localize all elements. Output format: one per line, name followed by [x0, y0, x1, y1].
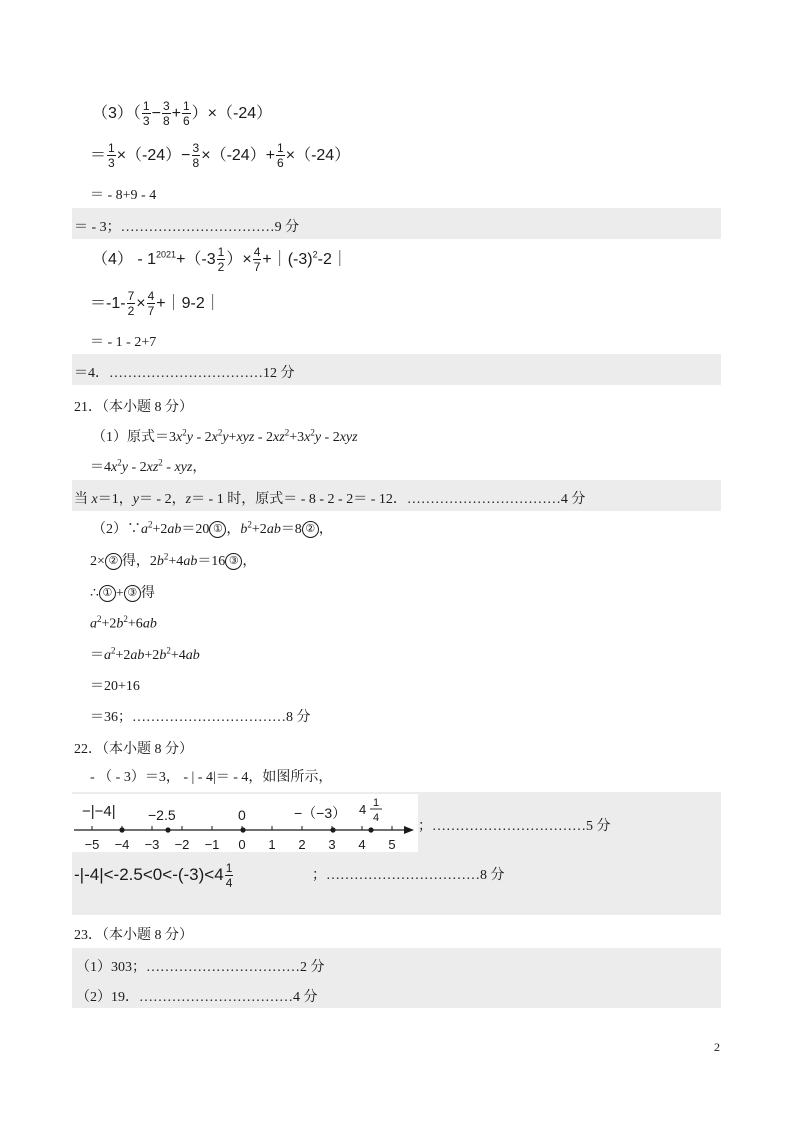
q21-part1-line1: （1）原式$=3x^2y - 2x^2y+xyz - 2xz^2+3x^2y - 2xyz$: [92, 427, 358, 445]
q21-part2-line4: $a^2+2b^2+6ab$: [90, 614, 157, 632]
number-line-tick-label: 2: [298, 837, 306, 852]
label-pos4-denominator: 4: [373, 812, 380, 824]
label-pos4-numerator: 1: [373, 797, 380, 809]
number-line-tick-label: 4: [358, 837, 366, 852]
number-line-tick-label: −3: [144, 837, 160, 852]
question-22-heading: 22．（本小题 8 分）: [74, 742, 193, 757]
page-number: 2: [714, 1040, 720, 1054]
line-3-expression: （3）（ $\frac{1}{3}$ − $\frac{3}{8}$ + $\frac{1}{6}$ ）×（-24）: [92, 99, 273, 129]
q23-part2: （2）19．……………………………4 分: [76, 990, 318, 1005]
line-4-step1: ＝-1- $\frac{7}{2}$ × $\frac{4}{7}$ +｜9-2｜: [90, 289, 221, 319]
point-zero: [240, 827, 245, 832]
question-23-heading: 23．（本小题 8 分）: [74, 928, 193, 943]
point-pos3: [330, 827, 335, 832]
label-neg2-5: −2.5: [148, 807, 176, 823]
line-4-expression: $(4) - 1^{2021}+(-3$ $\frac{1}{2}$ ）× $\frac{4}{7}$ $+|(-3)^2-2|$: [92, 245, 348, 275]
number-line-figure: [72, 794, 418, 852]
line-4-step2: ＝ - 1 - 2+7: [90, 335, 157, 350]
q21-part2-line6: ＝20+16: [90, 679, 140, 694]
q21-part2-line3: ∴ ① + ③ 得: [90, 586, 155, 601]
number-line-tick-label: 5: [388, 837, 396, 852]
line-3-result: ＝ - 3；……………………………9 分: [74, 220, 300, 235]
number-line-tick-label: 3: [328, 837, 336, 852]
number-line-tick-label: 0: [238, 837, 246, 852]
label-zero: 0: [238, 807, 246, 823]
q21-part2-line1: $(2)\because a^2+2ab=20$ ① ，$b^2+2ab=8$ ② ，: [92, 519, 333, 537]
q22-score-2: ；……………………………8 分: [312, 868, 505, 883]
number-line-tick-label: −1: [204, 837, 220, 852]
number-line-tick-label: −5: [84, 837, 100, 852]
q22-line1: - （ - 3）＝3， - | - 4|＝ - 4，如图所示，: [90, 770, 333, 785]
point-pos4-1-4: [368, 827, 373, 832]
number-line-tick-label: −4: [114, 837, 130, 852]
q21-part2-line2: 2× ② 得，$2b^2+4ab=16$ ③ ，: [90, 551, 257, 569]
point-neg2-5: [165, 827, 170, 832]
line-3-step2: ＝ - 8+9 - 4: [90, 188, 157, 203]
q22-inequality: -|-4|<-2.5<0<-(-3)<4 $\frac{1}{4}$: [74, 861, 233, 890]
point-neg4: [119, 827, 124, 832]
q21-part2-result: ＝36；……………………………8 分: [90, 710, 311, 725]
q21-part2-line5: $=a^2+2ab+2b^2+4ab$: [90, 645, 200, 663]
q21-part1-result: 当 x＝1，y＝ - 2，z＝ - 1 时，原式＝ - 8 - 2 - 2＝ - 12．……………………………4 分: [74, 492, 586, 507]
label-pos3: −（−3）: [294, 805, 347, 821]
q23-part1: （1）303；……………………………2 分: [76, 960, 325, 975]
q21-part1-line2: $=4x^2y - 2xz^2$ - xyz，: [90, 457, 207, 475]
question-21-heading: 21．（本小题 8 分）: [74, 400, 193, 415]
label-pos4-whole: 4: [359, 802, 367, 817]
label-neg4: −|−4|: [82, 803, 116, 820]
line-4-result: ＝4．……………………………12 分: [74, 366, 295, 381]
number-line-tick-label: 1: [268, 837, 276, 852]
number-line-tick-label: −2: [174, 837, 190, 852]
q22-score-1: ；……………………………5 分: [418, 819, 611, 834]
line-3-step1: ＝ $\frac{1}{3}$ ×（-24）− $\frac{3}{8}$ ×（-24）+ $\frac{1}{6}$ ×（-24）: [90, 141, 351, 171]
